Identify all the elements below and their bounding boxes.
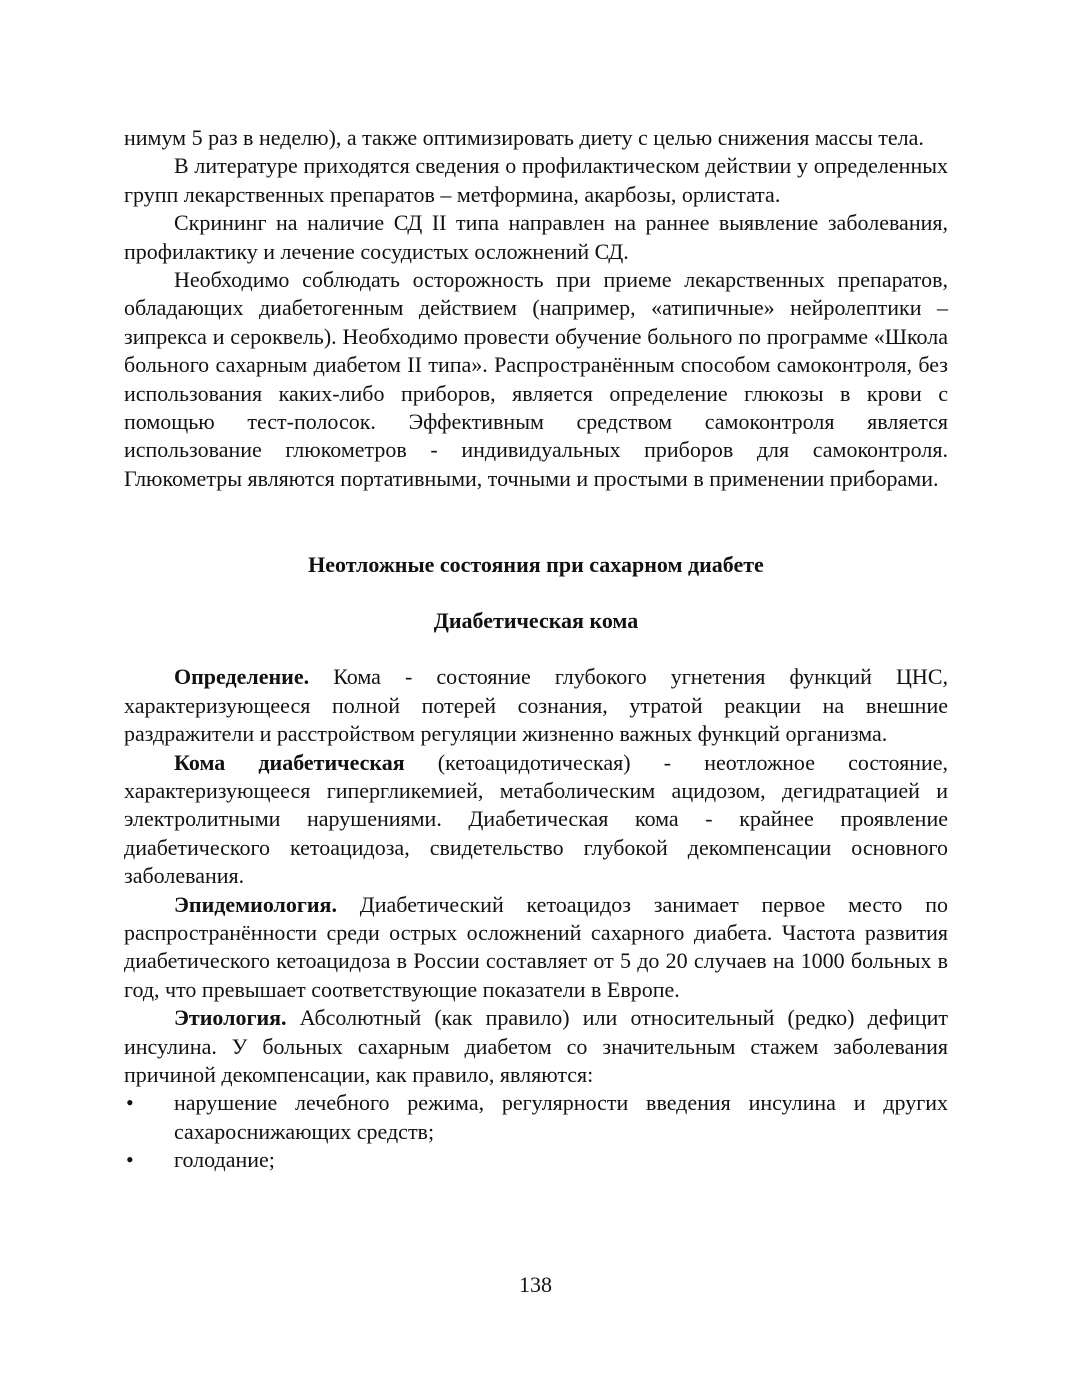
term-definition: Определение. [174, 664, 310, 690]
paragraph-diabetic-coma [124, 749, 948, 891]
heading-spacer [124, 579, 948, 607]
term-diabetic-coma: Кома диабетическая [174, 749, 405, 775]
term-etiology: Этиология. [174, 1005, 287, 1031]
paragraph-definition [124, 663, 948, 748]
bullet-icon: • [126, 1090, 134, 1116]
page-content [124, 124, 948, 1175]
bullet-icon: • [126, 1147, 134, 1173]
definition-text: Кома - состояние глубокого угнетения функций ЦНС, характеризующееся полной потерей сознания, утратой реакции на внешние раздражители и расстройством регуляции жизненно важных функций организма. [124, 664, 948, 747]
paragraph-screening: Скрининг на наличие СД II типа направлен на раннее выявление заболевания, профилактику и лечение сосудистых осложнений СД. [124, 210, 948, 264]
list-item-text: нарушение лечебного режима, регулярности введения инсулина и других сахароснижающих средств; [174, 1090, 948, 1144]
cause-list [124, 1089, 948, 1174]
section-heading: Неотложные состояния при сахарном диабете [308, 552, 764, 578]
list-item-text: голодание; [174, 1147, 275, 1173]
term-epidemiology: Эпидемиология. [174, 891, 337, 917]
paragraph-prophylaxis-drugs: В литературе приходятся сведения о профилактическом действии у определенных групп лекарственных препаратов – метформина, акарбозы, орлистата. [124, 153, 948, 207]
list-item [124, 1146, 948, 1174]
etiology-text: Абсолютный (как правило) или относительный (редко) дефицит инсулина. У больных сахарным диабетом со значительным стажем заболевания причиной декомпенсации, как правило, являются: [124, 1005, 948, 1087]
paragraph-epidemiology [124, 891, 948, 1005]
diabetic-coma-text: (кетоацидотическая) - неотложное состояние, характеризующееся гипергликемией, метаболическим ацидозом, дегидратацией и электролитными нарушениями. Диабетическая кома - крайнее проявление диабетического кетоацидоза, свидетельство глубокой декомпенсации основного заболевания. [124, 749, 949, 889]
section-spacer [124, 493, 948, 551]
paragraph-etiology [124, 1004, 948, 1089]
heading-spacer [124, 635, 948, 663]
paragraph-self-control: Необходимо соблюдать осторожность при приеме лекарственных препаратов, обладающих диабетогенным действием (например, «атипичные» нейролептики – зипрекса и сероквель). Необходимо провести обучение больного по программе «Школа больного сахарным диабетом II типа». Распространённым способом самоконтроля, без использования каких-либо приборов, является определение глюкозы в крови с помощью тест-полосок. Эффективным средством самоконтроля является использование глюкометров - индивидуальных приборов для самоконтроля. Глюкометры являются портативными, точными и простыми в применении приборами. [124, 267, 948, 491]
page-number: 138 [519, 1272, 552, 1297]
epidemiology-text: Диабетический кетоацидоз занимает первое место по распространённости среди острых осложнений сахарного диабета. Частота развития диабетического кетоацидоза в России составляет от 5 до 20 случаев на 1000 больных в год, что превышает соответствующие показатели в Европе. [124, 891, 948, 1002]
paragraph-continuation: нимум 5 раз в неделю), а также оптимизировать диету с целью снижения массы тела. [124, 125, 924, 150]
subsection-heading: Диабетическая кома [433, 608, 639, 634]
list-item [124, 1089, 948, 1146]
